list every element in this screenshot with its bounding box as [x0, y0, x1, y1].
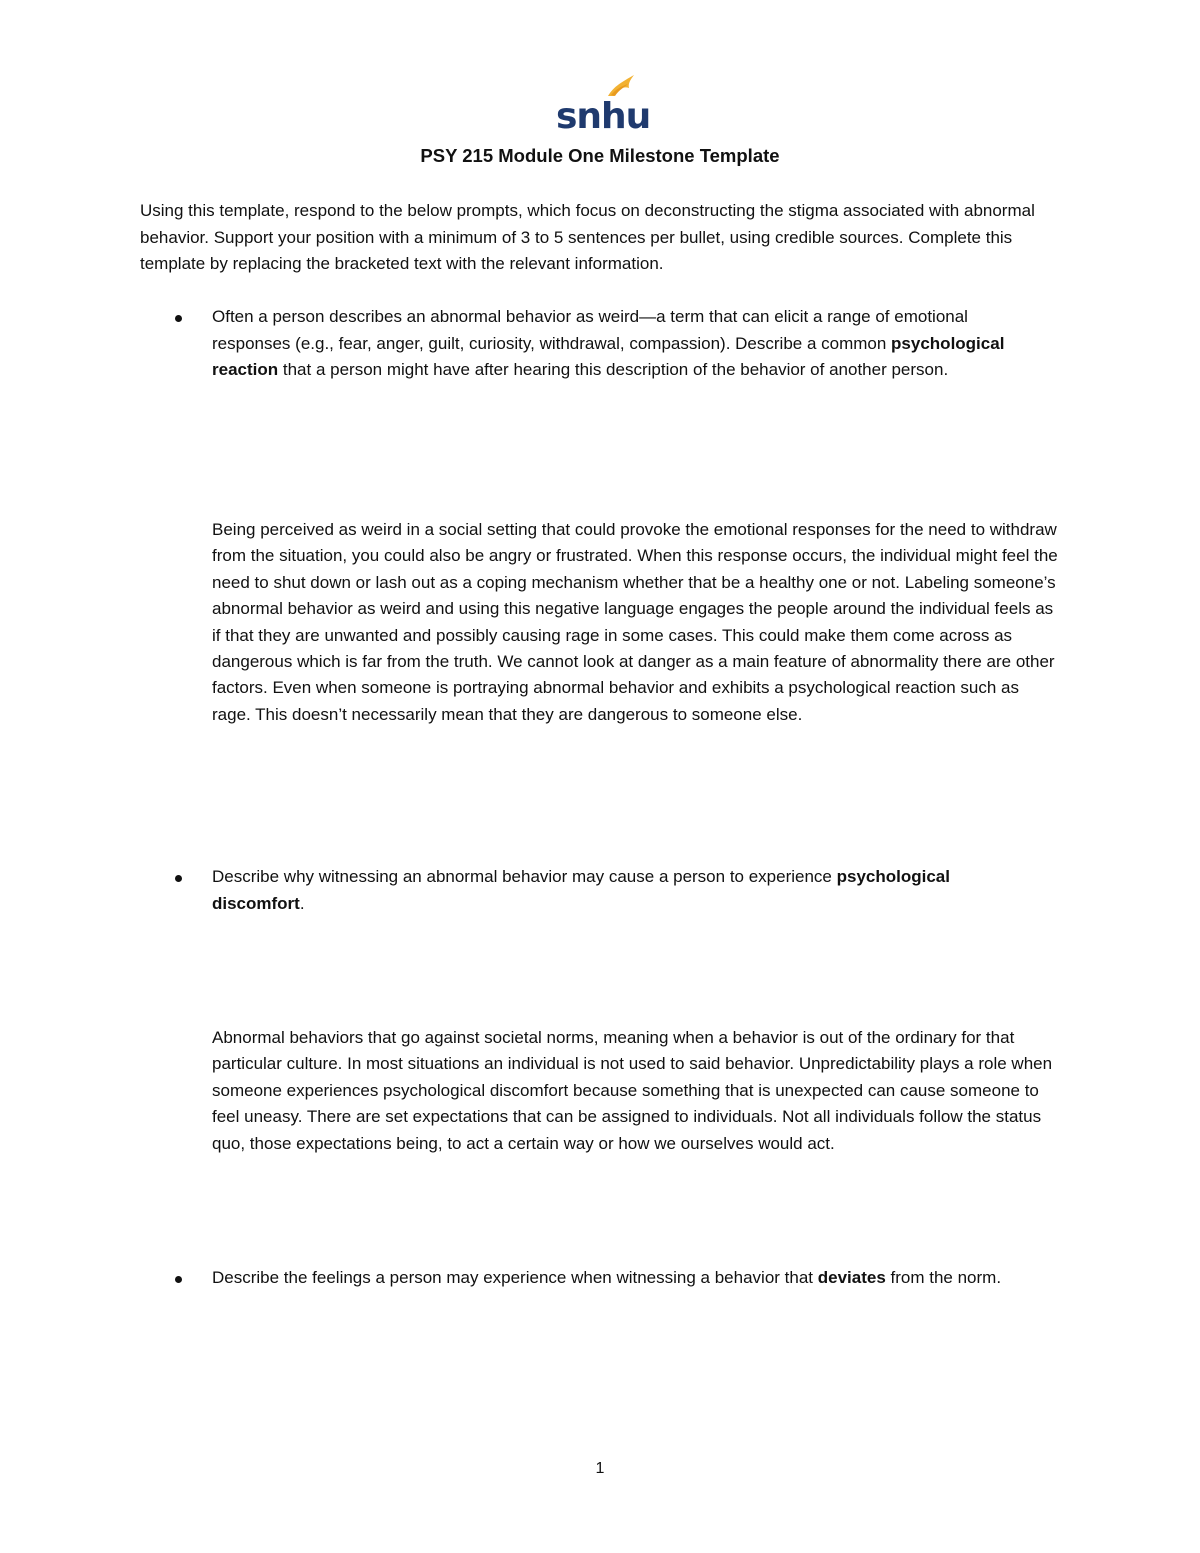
snhu-logo [556, 72, 651, 137]
answer-paragraph: Being perceived as weird in a social setting that could provoke the emotional responses for the need to withdraw from the situation, you could also be angry or frustrated. When this response occurs, the individual might feel the need to shut down or lash out as a coping mechanism whether that be a healthy one or not. Labeling someone’s abnormal behavior as weird and using this negative language engages the people around the individual feels as if that they are unwanted and possibly causing rage in some cases. This could make them come across as dangerous which is far from the truth. We cannot look at danger as a main feature of abnormality there are other factors. Even when someone is portraying abnormal behavior and exhibits a psychological reaction such as rage. This doesn’t necessarily mean that they are dangerous to someone else. [212, 520, 1058, 724]
prompt-item [170, 304, 1040, 384]
prompt-text: Describe why witnessing an abnormal behavior may cause a person to experience psychological discomfort. [212, 867, 950, 913]
bullet-icon [175, 875, 182, 882]
prompt-item [170, 1265, 1040, 1292]
prompt-item [170, 864, 1040, 917]
prompt-text: Often a person describes an abnormal behavior as weird—a term that can elicit a range of emotional responses (e.g., fear, anger, guilt, curiosity, withdrawal, compassion). Describe a common psychological reaction that a person might have after hearing this description of the behavior of another person. [212, 307, 1005, 379]
prompt-text: Describe the feelings a person may experience when witnessing a behavior that deviates from the norm. [212, 1268, 1002, 1287]
bullet-icon [175, 315, 182, 322]
answer-paragraph: Abnormal behaviors that go against societal norms, meaning when a behavior is out of the ordinary for that particular culture. In most situations an individual is not used to said behavior. Unpredictability plays a role when someone experiences psychological discomfort because something that is unexpected can cause someone to feel uneasy. There are set expectations that can be assigned to individuals. Not all individuals follow the status quo, those expectations being, to act a certain way or how we ourselves would act. [212, 1028, 1053, 1153]
flame-icon [556, 72, 651, 137]
document-title: PSY 215 Module One Milestone Template [420, 145, 780, 166]
bullet-icon [175, 1276, 182, 1283]
svg-text:snhu: snhu [556, 96, 651, 137]
intro-paragraph: Using this template, respond to the below prompts, which focus on deconstructing the stigma associated with abnormal behavior. Support your position with a minimum of 3 to 5 sentences per bullet, using credible sources. Complete this template by replacing the bracketed text with the relevant information. [140, 201, 1035, 273]
page-number: 1 [595, 1460, 605, 1477]
